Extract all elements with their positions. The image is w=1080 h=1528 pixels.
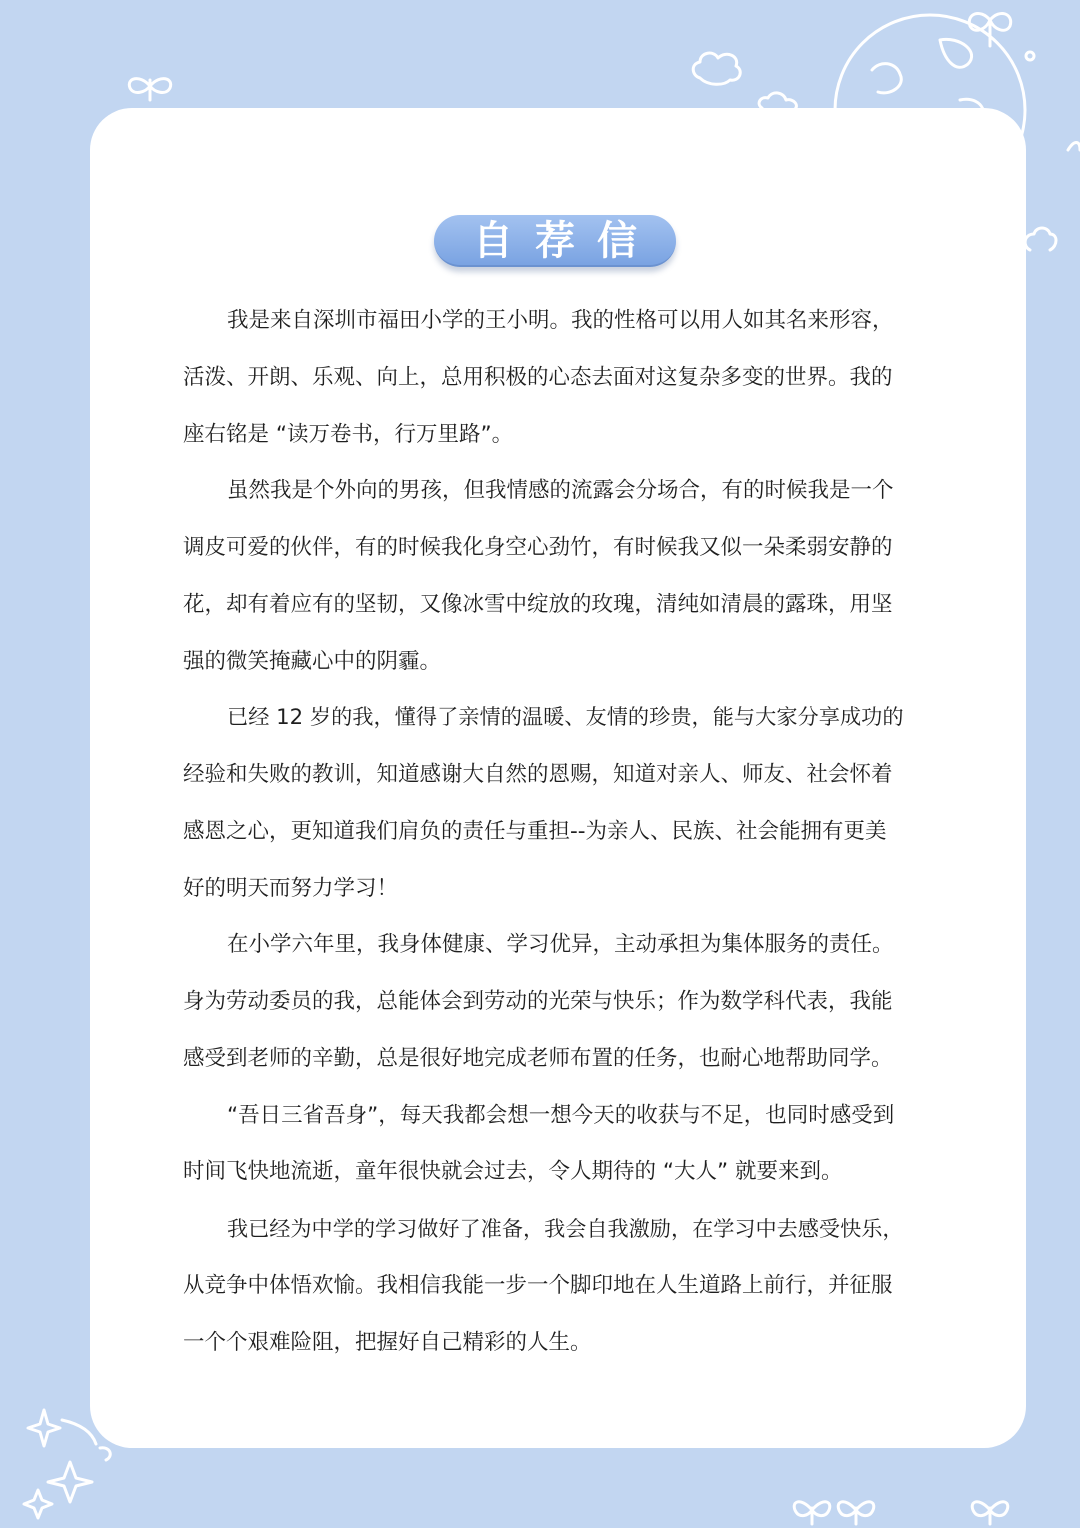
- letter-line: 在小学六年里，我身体健康、学习优异，主动承担为集体服务的责任。: [227, 932, 894, 958]
- letter-line: 我已经为中学的学习做好了准备，我会自我激励，在学习中去感受快乐，: [227, 1216, 904, 1241]
- letter-line: 感受到老师的辛勤，总是很好地完成老师布置的任务，也耐心地帮助同学。: [183, 1045, 893, 1071]
- letter-line: 从竞争中体悟欢愉。我相信我能一步一个脚印地在人生道路上前行，并征服: [183, 1272, 893, 1298]
- sprout-icon: [794, 1502, 1008, 1524]
- sprout-icon: [129, 79, 170, 100]
- letter-line: 虽然我是个外向的男孩，但我情感的流露会分场合，有的时候我是一个: [227, 478, 894, 504]
- letter-line: 活泼、开朗、乐观、向上，总用积极的心态去面对这复杂多变的世界。我的: [183, 364, 893, 390]
- letter-line: 已经 12 岁的我，懂得了亲情的温暖、友情的珍贵，能与大家分享成功的: [227, 705, 904, 731]
- cloud-icon: [693, 53, 740, 84]
- letter-line: 强的微笑掩藏心中的阴霾。: [183, 648, 442, 674]
- cloud-icon: [1025, 143, 1080, 251]
- letter-line: 时间飞快地流逝，童年很快就会过去，令人期待的 “大人” 就要来到。: [183, 1159, 843, 1185]
- letter-line: 座右铭是 “读万卷书，行万里路”。: [183, 421, 514, 447]
- letter-line: 经验和失败的教训，知道感谢大自然的恩赐，知道对亲人、师友、社会怀着: [183, 762, 893, 787]
- letter-line: 调皮可爱的伙伴，有的时候我化身空心劲竹，有时候我又似一朵柔弱安静的: [183, 535, 893, 560]
- page-title: 自荐信: [473, 218, 659, 264]
- letter-line: 花，却有着应有的坚韧，又像冰雪中绽放的玫瑰，清纯如清晨的露珠，用坚: [183, 591, 893, 617]
- letter-line: 好的明天而努力学习！: [183, 875, 399, 901]
- letter-line: 我是来自深圳市福田小学的王小明。我的性格可以用人如其名来形容，: [227, 308, 894, 333]
- letter-line: “吾日三省吾身”，每天我都会想一想今天的收获与不足，也同时感受到: [227, 1102, 895, 1128]
- letter-line: 身为劳动委员的我，总能体会到劳动的光荣与快乐；作为数学科代表，我能: [183, 989, 893, 1014]
- letter-line: 一个个艰难险阻，把握好自己精彩的人生。: [183, 1329, 592, 1355]
- letter-line: 感恩之心，更知道我们肩负的责任与重担--为亲人、民族、社会能拥有更美: [183, 818, 887, 844]
- title-banner: [434, 215, 676, 267]
